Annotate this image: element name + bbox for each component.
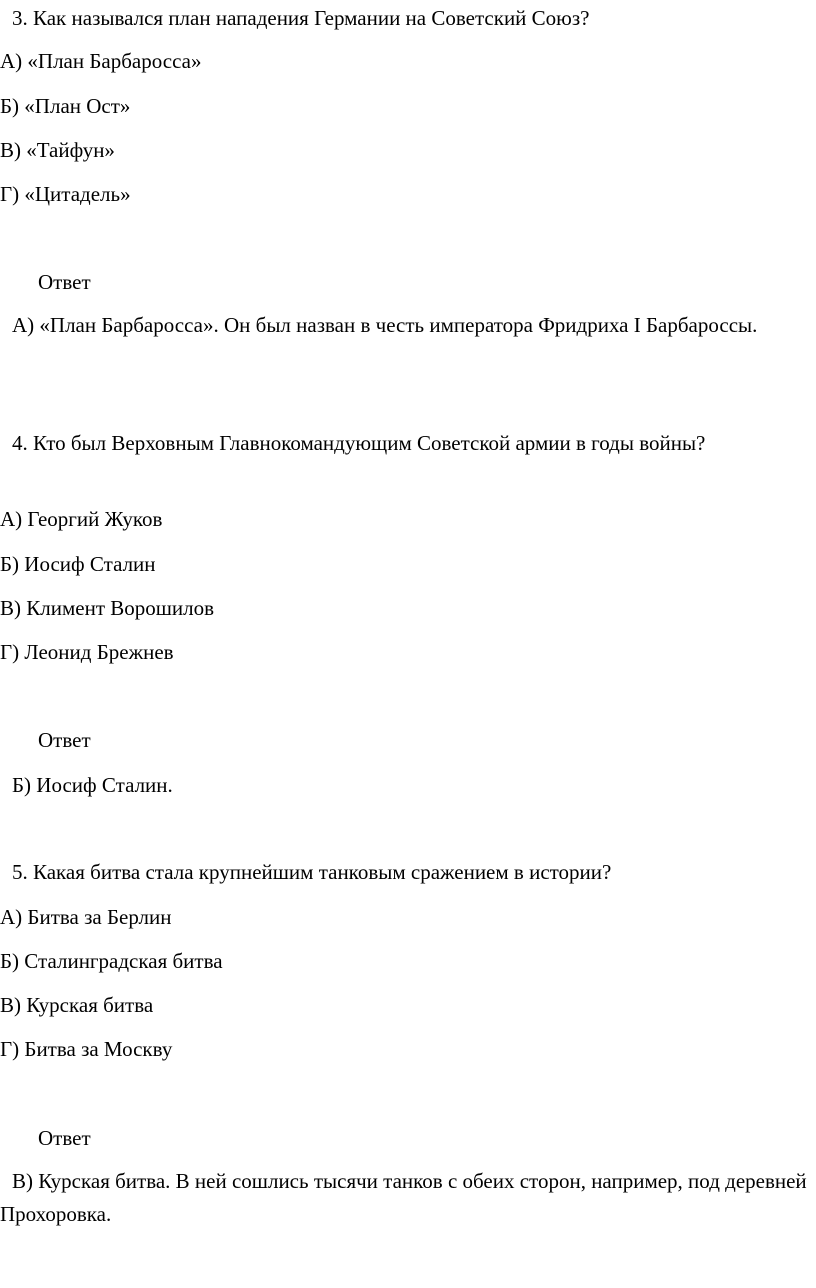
question-3-option-d: Г) «Цитадель»: [0, 182, 131, 206]
question-5-answer: В) Курская битва. В ней сошлись тысячи танков с обеих сторон, например, под деревней Прохоровка.: [0, 1169, 807, 1226]
question-5-option-c: В) Курская битва: [0, 993, 154, 1017]
question-5-option-d: Г) Битва за Москву: [0, 1037, 173, 1061]
question-5-option-b: Б) Сталинградская битва: [0, 949, 223, 973]
question-3-option-c: В) «Тайфун»: [0, 138, 115, 162]
question-3-option-b: Б) «План Ост»: [0, 94, 131, 118]
question-4-answer-label: Ответ: [38, 728, 91, 752]
question-3-answer: А) «План Барбаросса». Он был назван в честь императора Фридриха I Барбароссы.: [12, 313, 758, 337]
question-3-text: 3. Как назывался план нападения Германии на Советский Союз?: [12, 6, 590, 30]
question-5-text: 5. Какая битва стала крупнейшим танковым сражением в истории?: [12, 860, 612, 884]
question-4-option-b: Б) Иосиф Сталин: [0, 552, 156, 576]
question-4-text: 4. Кто был Верховным Главнокомандующим Советской армии в годы войны?: [12, 431, 706, 455]
question-3-option-a: А) «План Барбаросса»: [0, 49, 202, 73]
question-4-answer: Б) Иосиф Сталин.: [12, 773, 173, 797]
question-3-answer-label: Ответ: [38, 270, 91, 294]
question-4-option-a: А) Георгий Жуков: [0, 507, 163, 531]
question-5-option-a: А) Битва за Берлин: [0, 905, 172, 929]
question-5-answer-label: Ответ: [38, 1126, 91, 1150]
question-4-option-d: Г) Леонид Брежнев: [0, 640, 174, 664]
question-4-option-c: В) Климент Ворошилов: [0, 596, 215, 620]
